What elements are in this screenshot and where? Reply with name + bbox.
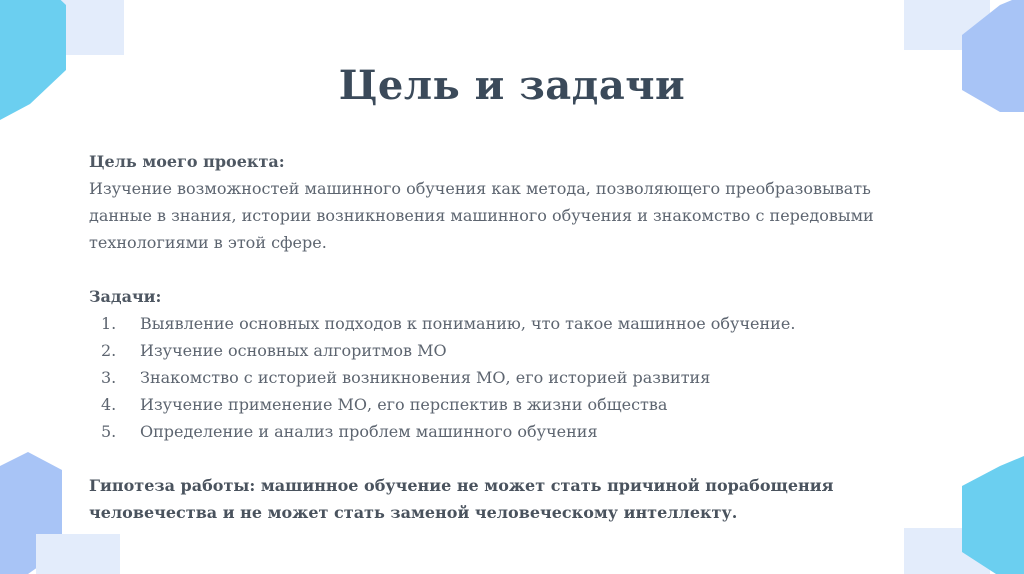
list-item (89, 310, 889, 337)
list-item-text: Знакомство с историей возникновения МО, его историей развития (140, 368, 711, 387)
list-item (89, 391, 889, 418)
hexagon-bottom-right-cyan (962, 456, 1024, 574)
goal-text: Изучение возможностей машинного обучения как метода, позволяющего преобразовывать данные в знания, истории возникновения машинного обучения и знакомство с передовыми технологиями в этой сфере. (89, 179, 874, 252)
list-item (89, 364, 889, 391)
tasks-label: Задачи: (89, 287, 162, 306)
goal-label: Цель моего проекта: (89, 152, 285, 171)
tasks-list (89, 310, 889, 445)
list-item-number: 2. (101, 341, 117, 360)
slide-title: Цель и задачи (338, 62, 686, 109)
list-item-text: Изучение применение МО, его перспектив в жизни общества (140, 395, 668, 414)
list-item-number: 1. (101, 314, 117, 333)
hexagon-bottom-left-light (36, 534, 120, 574)
list-item-number: 4. (101, 395, 117, 414)
list-item-text: Определение и анализ проблем машинного обучения (140, 422, 598, 441)
list-item-text: Изучение основных алгоритмов МО (140, 341, 447, 360)
list-item-number: 3. (101, 368, 117, 387)
list-item-text: Выявление основных подходов к пониманию, что такое машинное обучение. (140, 314, 796, 333)
content-block (89, 148, 889, 526)
hypothesis-text: Гипотеза работы: машинное обучение не может стать причиной порабощения человечества и не может стать заменой человеческому интеллекту. (89, 476, 834, 522)
list-item (89, 418, 889, 445)
list-item-number: 5. (101, 422, 117, 441)
list-item (89, 337, 889, 364)
